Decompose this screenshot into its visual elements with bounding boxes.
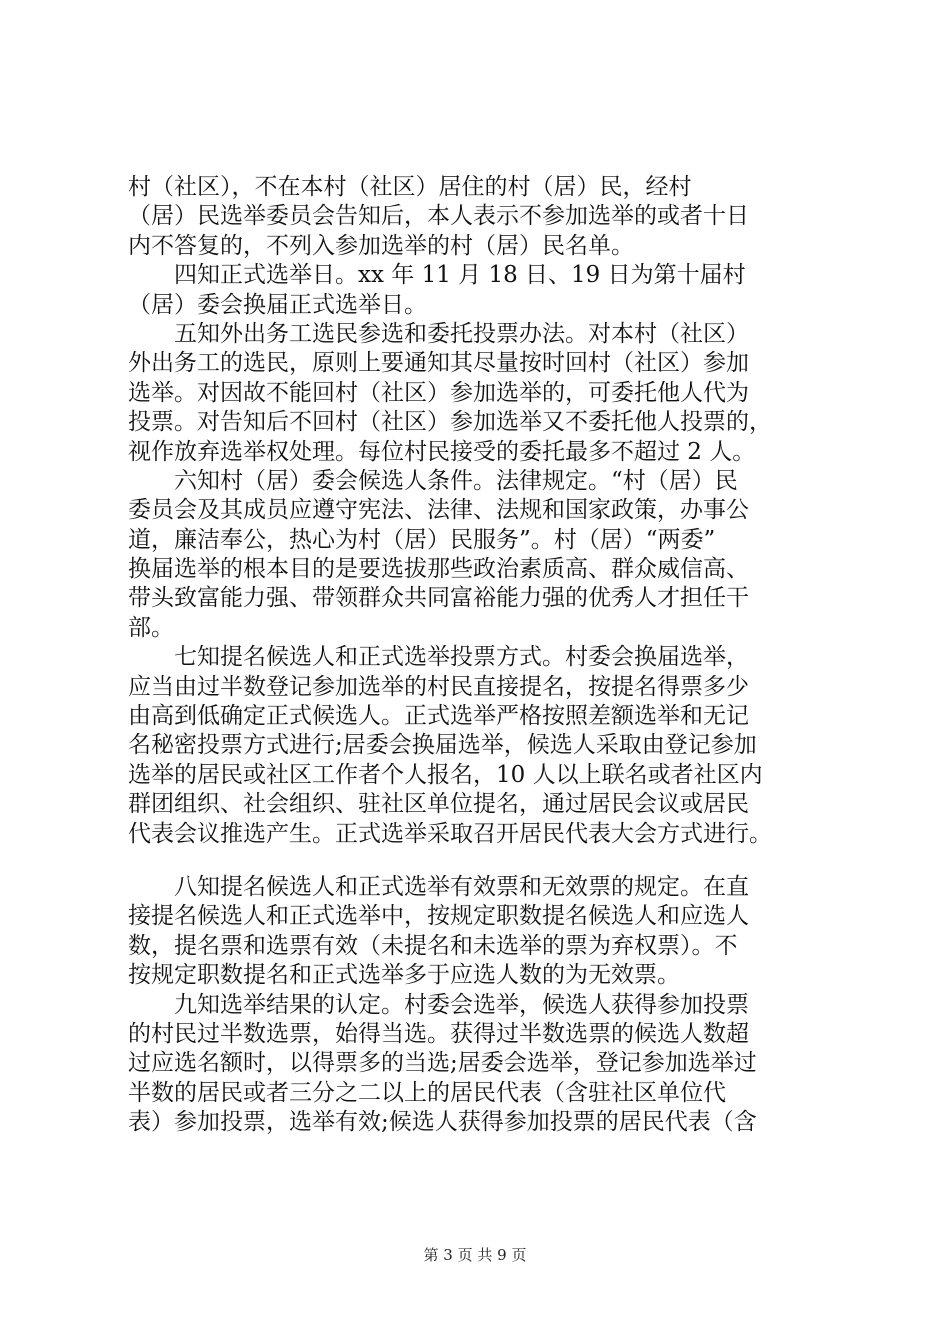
text-line: 九知选举结果的认定。村委会选举，候选人获得参加投票	[128, 991, 749, 1018]
text-line: 外出务工的选民，原则上要通知其尽量按时回村（社区）参加	[128, 350, 749, 377]
text-line: 委员会及其成员应遵守宪法、法律、法规和国家政策，办事公	[128, 497, 749, 524]
page-number: 第 3 页 共 9 页	[423, 1246, 527, 1264]
text-line: 的村民过半数选票，始得当选。获得过半数选票的候选人数超	[128, 1020, 749, 1047]
text-line: 过应选名额时，以得票多的当选;居委会选举，登记参加选举过	[128, 1050, 757, 1077]
text-line: 七知提名候选人和正式选举投票方式。村委会换届选举，	[128, 644, 749, 671]
text-line: 群团组织、社会组织、驻社区单位提名，通过居民会议或居民	[128, 791, 749, 818]
text-line: 四知正式选举日。xx 年 11 月 18 日、19 日为第十届村	[128, 262, 746, 289]
text-line: 五知外出务工选民参选和委托投票办法。对本村（社区）	[128, 320, 749, 347]
text-line: 名秘密投票方式进行;居委会换届选举，候选人采取由登记参加	[128, 732, 757, 759]
text-line: 内不答复的，不列入参加选举的村（居）民名单。	[128, 232, 634, 259]
text-line: 接提名候选人和正式选举中，按规定职数提名候选人和应选人	[128, 903, 749, 930]
text-line: 投票。对告知后不回村（社区）参加选举又不委托他人投票的，	[128, 409, 772, 436]
text-line: 半数的居民或者三分之二以上的居民代表（含驻社区单位代	[128, 1079, 726, 1106]
text-line: 六知村（居）委会候选人条件。法律规定。“村（居）民	[128, 467, 738, 494]
text-line: 选举。对因故不能回村（社区）参加选举的，可委托他人代为	[128, 379, 749, 406]
text-line: 数，提名票和选票有效（未提名和未选举的票为弃权票）。不	[128, 932, 738, 959]
text-line: （居）民选举委员会告知后，本人表示不参加选举的或者十日	[128, 203, 749, 230]
text-line: 应当由过半数登记参加选举的村民直接提名，按提名得票多少	[128, 673, 749, 700]
text-line: （居）委会换届正式选举日。	[128, 291, 427, 318]
text-line: 选举的居民或社区工作者个人报名，10 人以上联名或者社区内	[128, 761, 763, 788]
text-line: 按规定职数提名和正式选举多于应选人数的为无效票。	[128, 962, 680, 989]
text-line: 换届选举的根本目的是要选拔那些政治素质高、群众威信高、	[128, 556, 749, 583]
text-line: 表）参加投票，选举有效;候选人获得参加投票的居民代表（含	[128, 1109, 757, 1136]
text-line: 村（社区），不在本村（社区）居住的村（居）民，经村	[128, 174, 692, 200]
document-body	[128, 173, 833, 1138]
text-line: 代表会议推选产生。正式选举采取召开居民代表大会方式进行。	[128, 820, 772, 847]
text-line: 道，廉洁奉公，热心为村（居）民服务”。村（居）“两委”	[128, 526, 716, 553]
text-line: 带头致富能力强、带领群众共同富裕能力强的优秀人才担任干	[128, 585, 749, 612]
text-line: 部。	[128, 614, 174, 641]
text-line: 八知提名候选人和正式选举有效票和无效票的规定。在直	[128, 873, 749, 900]
text-line: 由高到低确定正式候选人。正式选举严格按照差额选举和无记	[128, 703, 749, 730]
text-line: 视作放弃选举权处理。每位村民接受的委托最多不超过 2 人。	[128, 438, 756, 465]
